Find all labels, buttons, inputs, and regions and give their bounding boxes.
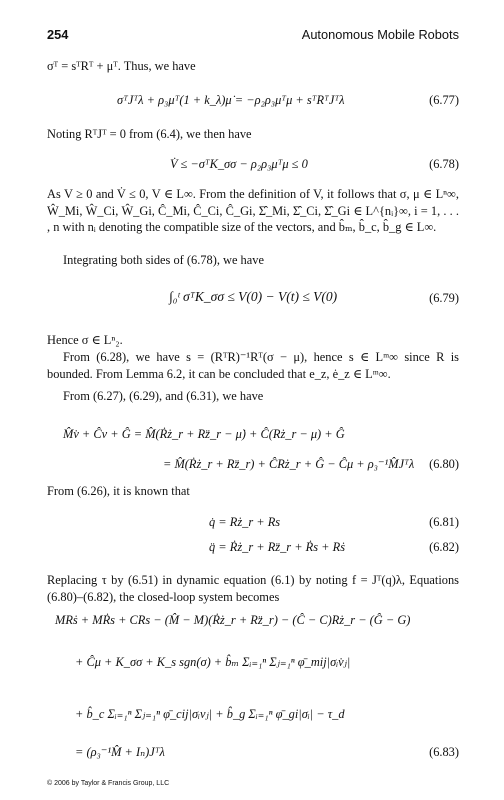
equation-6-79	[47, 286, 459, 312]
paragraph-line: From (6.26), it is known that	[47, 484, 190, 498]
equation-body: = M̂(Ṙż_r + Rz̈_r) + ĈRż_r + Ĝ − Ĉμ + ρ₃⁻¹M̂Jᵀλ	[163, 457, 415, 471]
paragraph-line: Hence σ ∈ Lⁿ₂.	[47, 333, 123, 347]
paragraph-line: From (6.27), (6.29), and (6.31), we have	[63, 389, 264, 403]
equation-6-82	[47, 539, 459, 557]
equation-6-80-line2	[47, 456, 459, 474]
equation-body: + b̂_c Σᵢ₌₁ⁿ Σⱼ₌₁ⁿ φ̄_cij|σᵢvⱼ| + b̂_g Σᵢ₌₁ⁿ φ̄_gi|σᵢ| − τ_d	[75, 707, 345, 721]
equation-number: (6.83)	[429, 745, 459, 759]
equation-6-78	[47, 156, 459, 174]
paragraph-line: Integrating both sides of (6.78), we have	[63, 253, 264, 267]
paragraph-line: Noting RᵀJᵀ = 0 from (6.4), we then have	[47, 127, 252, 141]
equation-body: ∫₀ᵗ σᵀK_σσ ≤ V(0) − V(t) ≤ V(0)	[169, 289, 338, 304]
paragraph: As V ≥ 0 and V̇ ≤ 0, V ∈ L∞. From the definition of V, it follows that σ, μ ∈ Lⁿ∞, Ŵ_Mi, Ŵ_Ci, Ŵ_Gi, Ĉ_Mi, Ĉ_Ci, Ĉ_Gi, Σ̂_Mi, Σ̂_Ci, Σ̂_Gi ∈ L^{nᵢ}∞, i = 1, . . . , n with nᵢ denoting the compatible size of the vectors, and b̂ₘ, b̂_c, b̂_g ∈ L∞.	[47, 187, 459, 235]
equation-body: MRṡ + MṘs + CRs − (M̂ − M)(Ṙż_r + Rz̈_r) − (Ĉ − C)Rż_r − (Ĝ − G)	[55, 613, 411, 627]
equation-6-83-line1	[47, 612, 459, 630]
equation-number: (6.81)	[429, 515, 459, 529]
running-title: Autonomous Mobile Robots	[301, 27, 459, 42]
page	[47, 26, 459, 786]
equation-number: (6.77)	[429, 93, 459, 107]
equation-body: σᵀJᵀλ + ρ₃μᵀ(1 + k_λ)μ̇ = −ρ₂ρ₃μᵀμ + sᵀRᵀJᵀλ	[117, 93, 345, 107]
equation-body: M̂v̇ + Ĉv + Ĝ = M̂(Ṙż_r + Rz̈_r − μ̇) + Ĉ(Rż_r − μ) + Ĝ	[63, 427, 345, 441]
equation-6-83-line3	[47, 706, 459, 724]
equation-6-80-line1	[47, 426, 459, 444]
paragraph-line: σᵀ = sᵀRᵀ + μᵀ. Thus, we have	[47, 59, 196, 73]
equation-6-83-line4	[47, 744, 459, 762]
equation-body: = (ρ₃⁻¹M̂ + Iₙ)Jᵀλ	[75, 745, 165, 759]
equation-body: V̇ ≤ −σᵀK_σσ − ρ₂ρ₃μᵀμ ≤ 0	[170, 157, 308, 171]
copyright-footer: © 2006 by Taylor & Francis Group, LLC	[47, 779, 170, 787]
equation-number: (6.80)	[429, 457, 459, 471]
running-header	[47, 26, 459, 46]
equation-body: + Ĉμ + K_σσ + K_s sgn(σ) + b̂ₘ Σᵢ₌₁ⁿ Σⱼ₌₁ⁿ φ̄_mij|σᵢv̇ⱼ|	[75, 655, 351, 669]
equation-body: q̇ = Rż_r + Rs	[209, 515, 281, 529]
equation-6-83-line2	[47, 654, 459, 672]
equation-body: q̈ = Ṙż_r + Rz̈_r + Ṙs + Rṡ	[209, 540, 346, 554]
equation-6-81	[47, 514, 459, 532]
equation-number: (6.79)	[429, 291, 459, 305]
paragraph: Replacing τ by (6.51) in dynamic equation (6.1) by noting f = Jᵀ(q)λ, Equations (6.80)–(6.82), the closed-loop system becomes	[47, 573, 459, 604]
equation-number: (6.82)	[429, 540, 459, 554]
equation-6-77	[47, 92, 459, 110]
equation-number: (6.78)	[429, 157, 459, 171]
paragraph: From (6.28), we have s = (RᵀR)⁻¹Rᵀ(σ − μ), hence s ∈ Lᵐ∞ since R is bounded. From Lemma 6.2, it can be concluded that e_z, ė_z ∈ Lᵐ∞.	[47, 350, 459, 381]
page-number: 254	[47, 27, 69, 42]
